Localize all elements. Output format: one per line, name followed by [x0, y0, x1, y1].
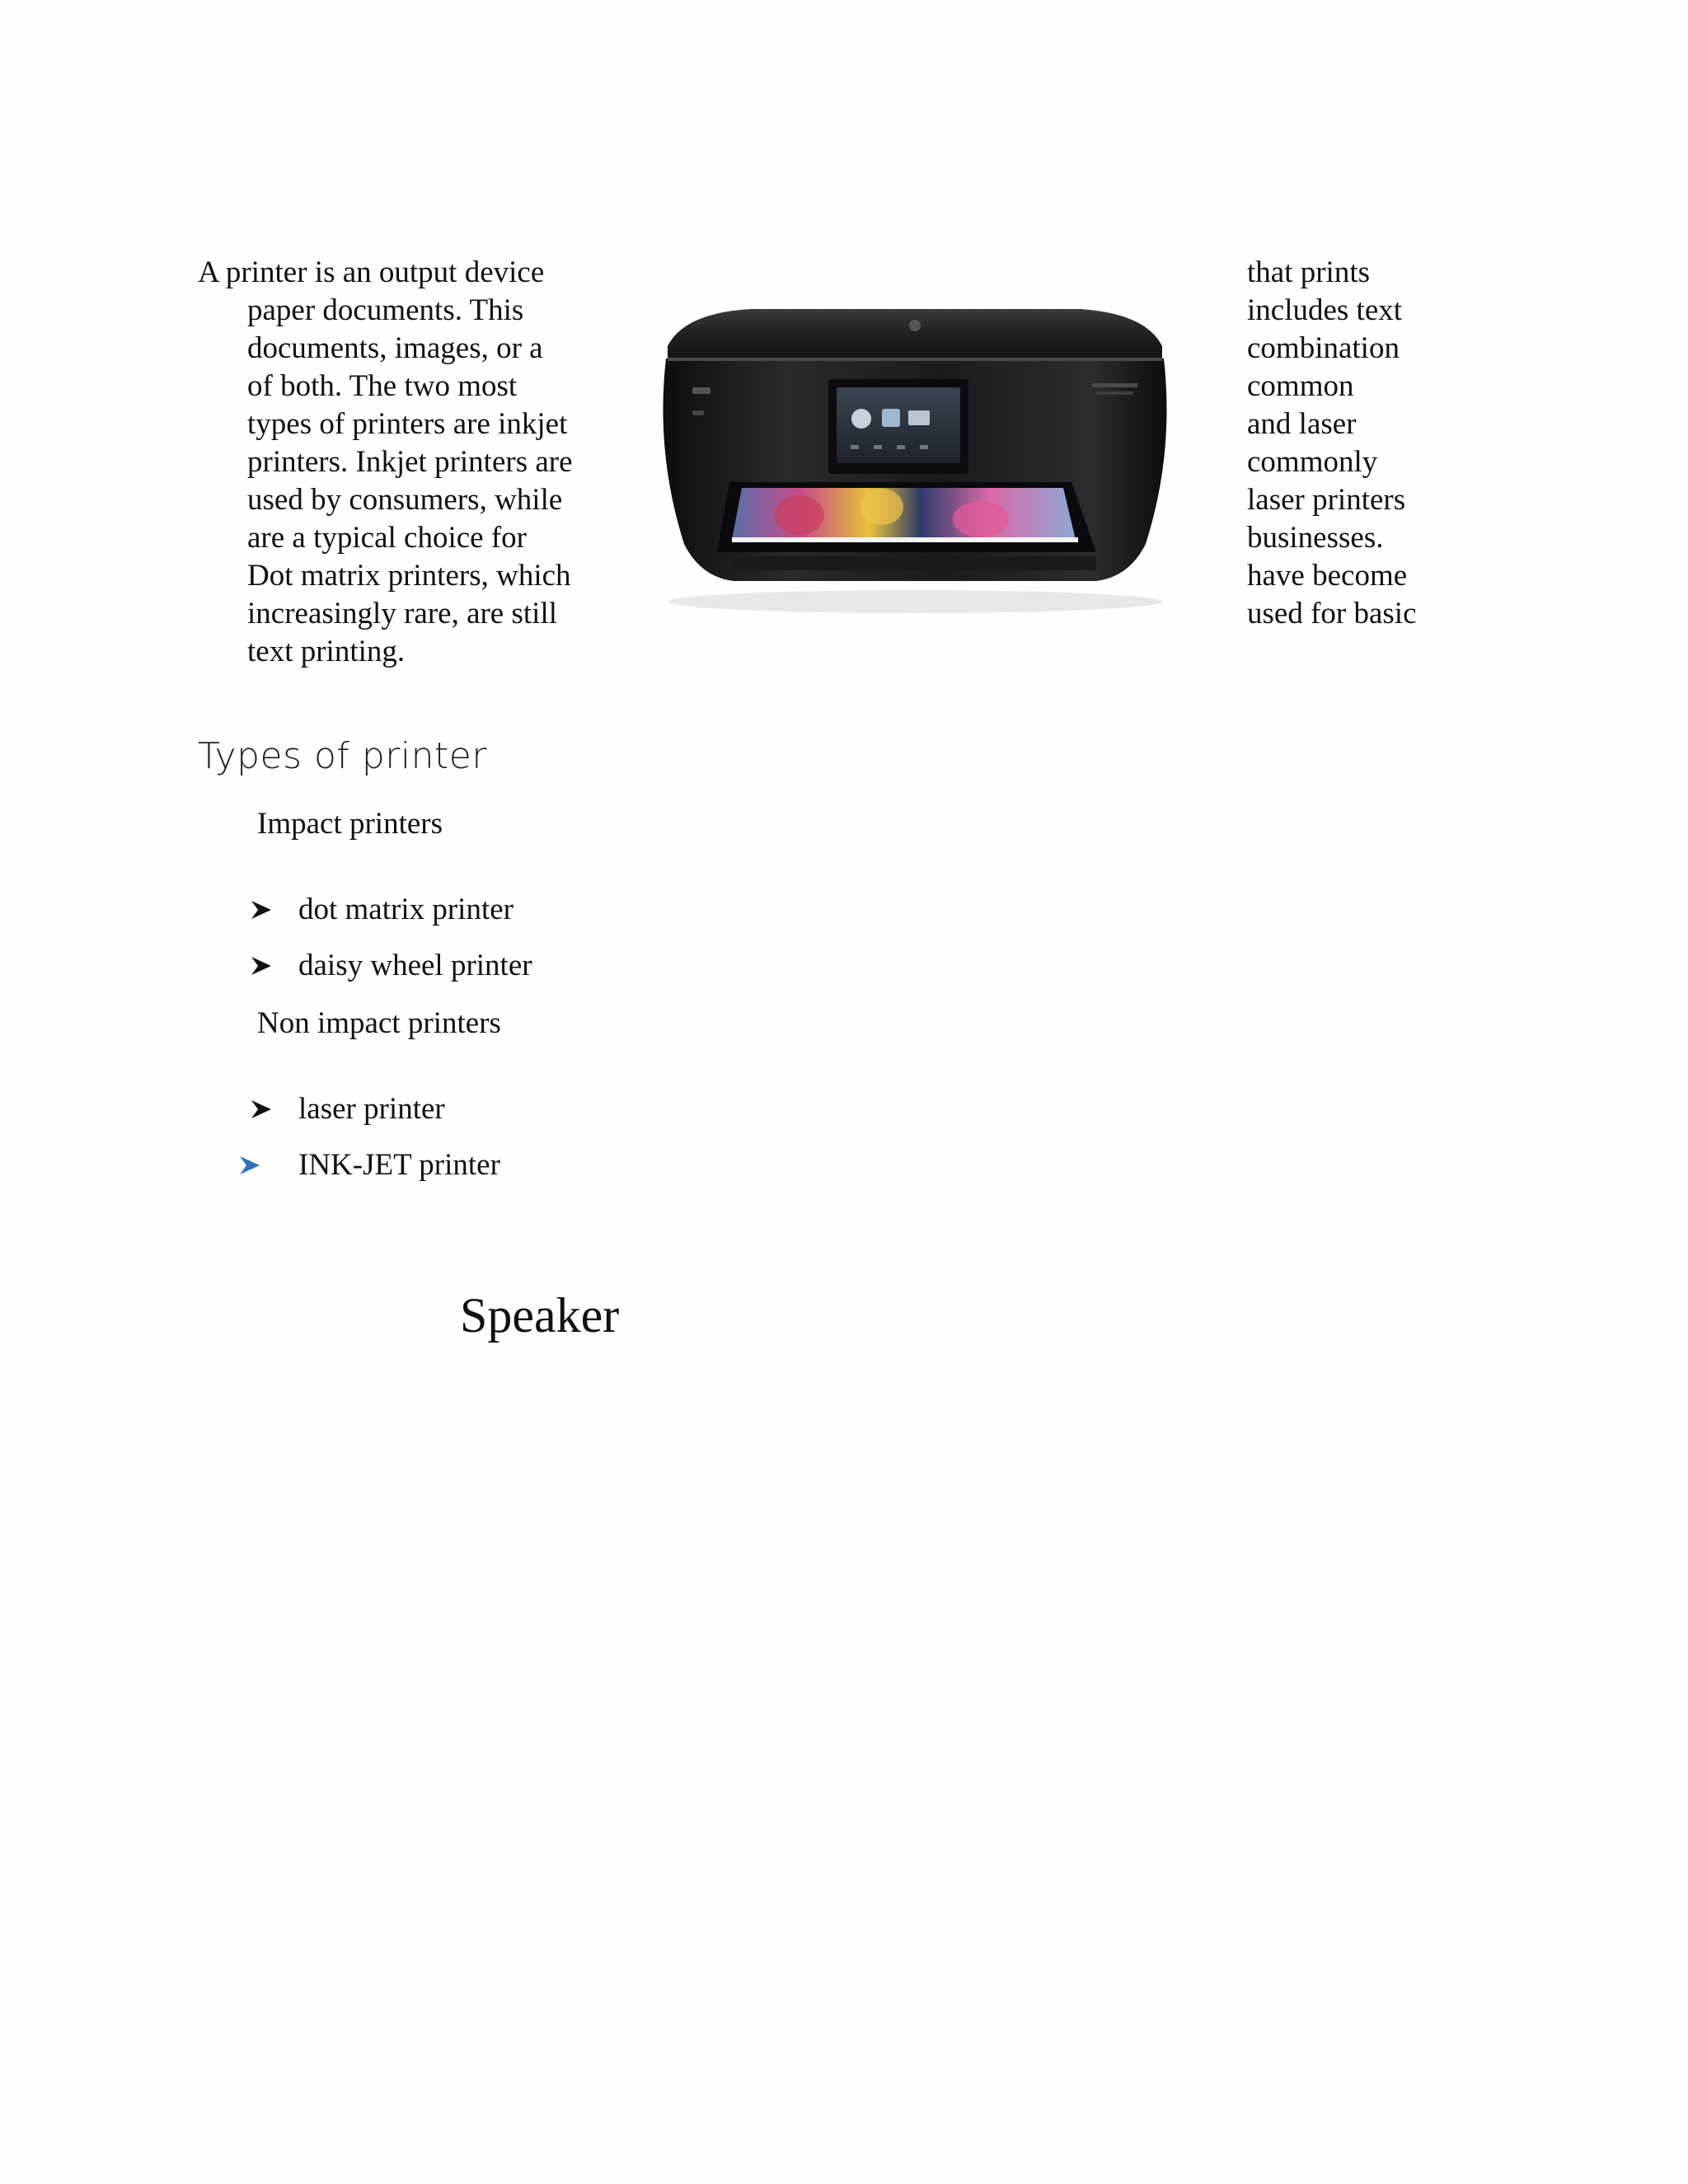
printer-photo-icon [635, 272, 1195, 618]
group-title-impact: Impact printers [257, 807, 443, 841]
list-item-label: INK-JET printer [298, 1148, 500, 1182]
list-item-label: laser printer [298, 1092, 445, 1126]
section-heading-speaker: Speaker [460, 1288, 620, 1343]
intro-line: A printer is an output device [198, 255, 545, 289]
arrowhead-bullet-icon [249, 954, 274, 978]
intro-line: common [1247, 369, 1354, 403]
arrowhead-bullet-icon [237, 1153, 262, 1178]
list-item [249, 1091, 445, 1127]
arrowhead-bullet-icon [249, 1097, 274, 1122]
intro-line: Dot matrix printers, which [247, 559, 571, 593]
arrowhead-bullet-icon [249, 898, 274, 922]
list-item [249, 892, 513, 927]
intro-line: types of printers are inkjet [247, 407, 568, 441]
intro-line: includes text [1247, 293, 1403, 327]
intro-line: that prints [1247, 255, 1371, 289]
intro-line: of both. The two most [247, 369, 518, 403]
list-item-label: daisy wheel printer [298, 949, 532, 982]
intro-line: used by consumers, while [247, 483, 563, 517]
intro-line: documents, images, or a [247, 331, 543, 365]
intro-line: printers. Inkjet printers are [247, 445, 573, 479]
intro-line: paper documents. This [247, 293, 524, 327]
list-item [249, 948, 532, 983]
printer-image [635, 272, 1195, 618]
intro-line: increasingly rare, are still [247, 597, 557, 630]
intro-line: text printing. [247, 635, 406, 668]
intro-line: are a typical choice for [247, 521, 527, 555]
group-title-non-impact: Non impact printers [257, 1006, 501, 1040]
intro-line: have become [1247, 559, 1408, 593]
intro-line: businesses. [1247, 521, 1384, 555]
intro-line: combination [1247, 331, 1400, 365]
list-item-label: dot matrix printer [298, 893, 513, 926]
section-heading-types: Types of printer [198, 735, 487, 777]
intro-line: laser printers [1247, 483, 1406, 517]
list-item [237, 1147, 500, 1183]
intro-line: commonly [1247, 445, 1378, 479]
intro-line: used for basic [1247, 597, 1417, 630]
intro-line: and laser [1247, 407, 1357, 441]
